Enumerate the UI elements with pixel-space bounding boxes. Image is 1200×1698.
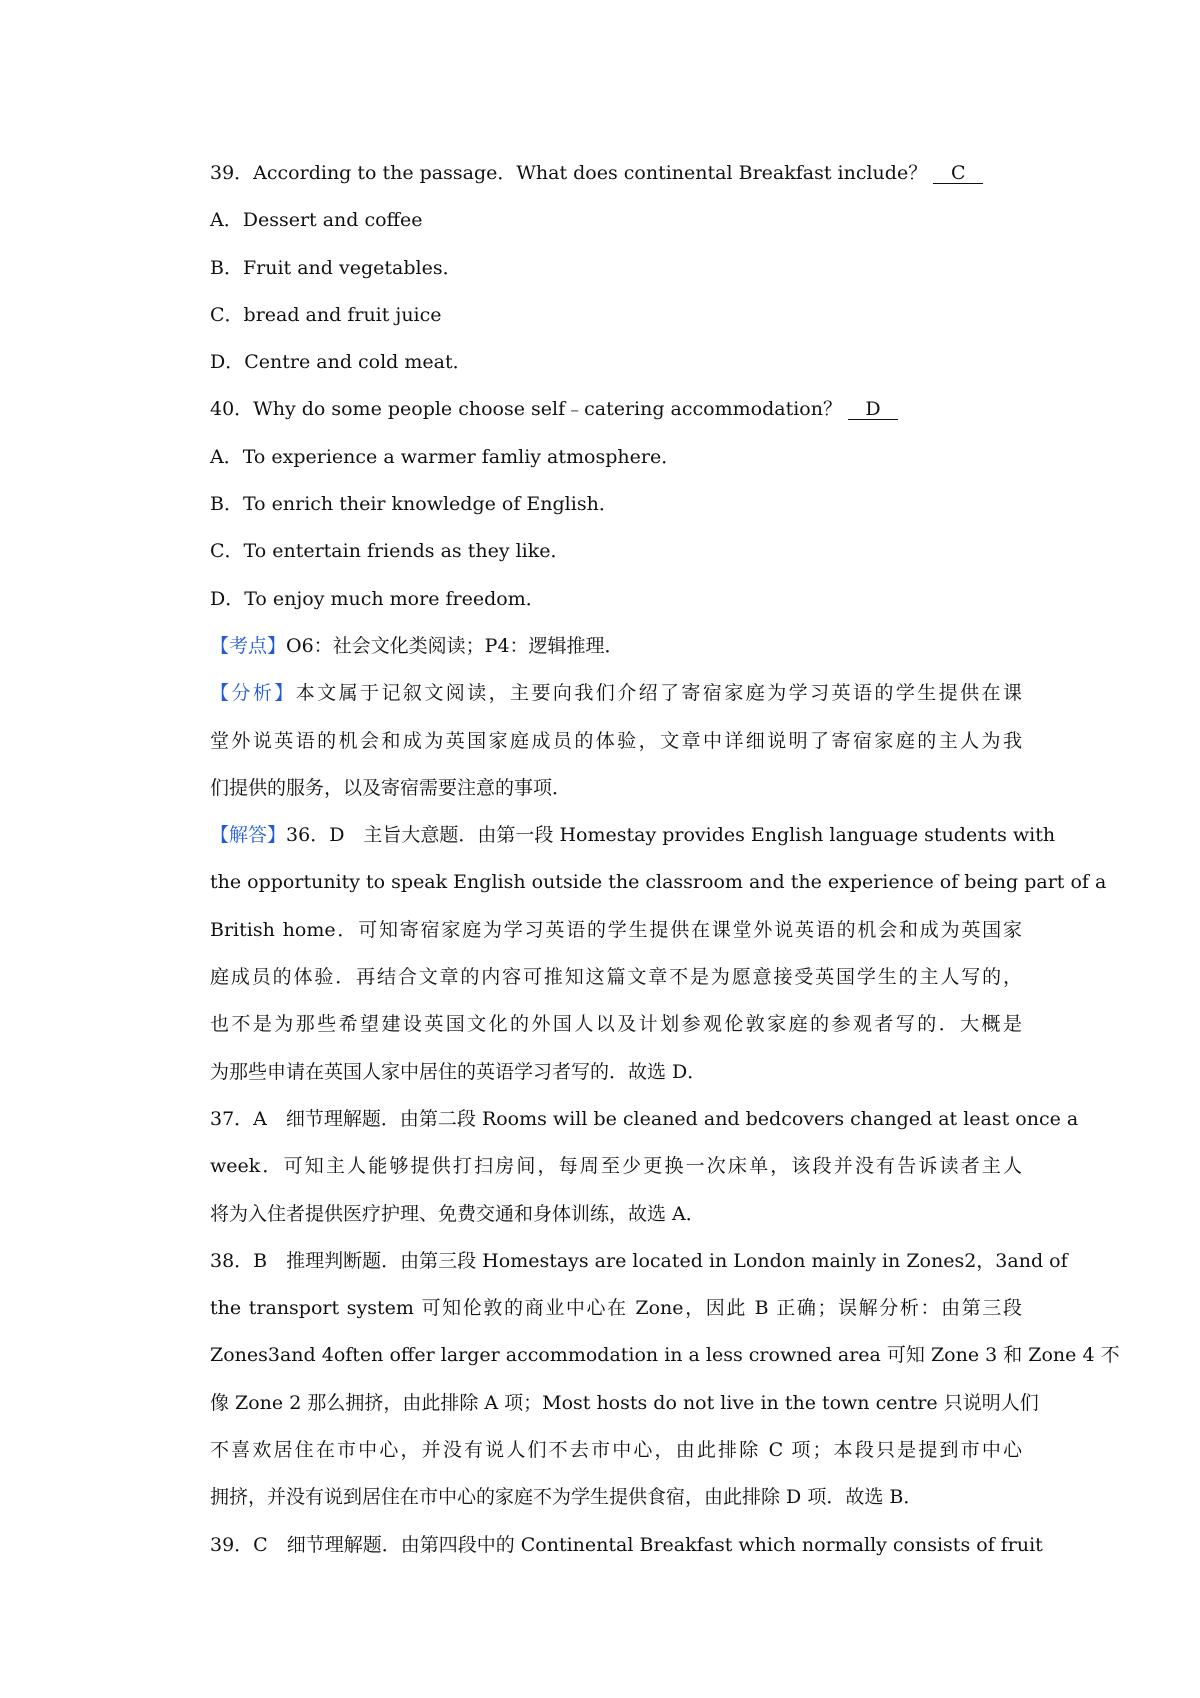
q39-option-a: A．Dessert and coffee xyxy=(210,209,423,232)
kaodian-text: O6：社会文化类阅读；P4：逻辑推理． xyxy=(286,634,624,657)
question-39 xyxy=(210,150,1022,197)
jieda-line-15: 拥挤，并没有说到居住在市中心的家庭不为学生提供食宿，由此排除 D 项．故选 B． xyxy=(210,1486,923,1509)
jieda-line-12: Zones3and 4often offer larger accommodation in a less crowned area 可知 Zone 3 和 Zone 4 不 xyxy=(210,1344,1120,1367)
kaodian-section xyxy=(210,623,1022,670)
q40-option-a: A．To experience a warmer famliy atmosphere． xyxy=(210,445,681,468)
jieda-line-1 xyxy=(210,812,1056,859)
jieda-line-5: 也不是为那些希望建设英国文化的外国人以及计划参观伦敦家庭的参观者写的．大概是 xyxy=(210,1013,1022,1036)
jieda-tag: 【解答】 xyxy=(210,824,287,847)
q39-option-b: B．Fruit and vegetables． xyxy=(210,256,462,279)
jieda-line-9: 将为入住者提供医疗护理、免费交通和身体训练，故选 A． xyxy=(210,1202,705,1225)
q40-option-c: C．To entertain friends as they like． xyxy=(210,540,570,563)
question-40-answer: D xyxy=(848,399,898,420)
document-body xyxy=(210,150,1120,1569)
fenxi-text-1: 本文属于记叙文阅读，主要向我们介绍了寄宿家庭为学习英语的学生提供在课 xyxy=(295,682,1022,705)
fenxi-line-1 xyxy=(210,670,1022,717)
question-40 xyxy=(210,386,1022,433)
jieda-line-14: 不喜欢居住在市中心，并没有说人们不去市中心，由此排除 C 项；本段只是提到市中心 xyxy=(210,1439,1022,1462)
jieda-line-11: the transport system 可知伦敦的商业中心在 Zone，因此 B 正确；误解分析：由第三段 xyxy=(210,1297,1022,1320)
jieda-line-7: 37．A 细节理解题．由第二段 Rooms will be cleaned and bedcovers changed at least once a xyxy=(210,1107,1079,1130)
question-39-stem: 39．According to the passage．What does continental Breakfast include？ xyxy=(210,162,928,184)
question-39-answer: C xyxy=(933,163,983,184)
jieda-line-6: 为那些申请在英国人家中居住的英语学习者写的．故选 D． xyxy=(210,1060,707,1083)
fenxi-line-3: 们提供的服务，以及寄宿需要注意的事项． xyxy=(210,776,572,799)
fenxi-line-2: 堂外说英语的机会和成为英国家庭成员的体验，文章中详细说明了寄宿家庭的主人为我 xyxy=(210,729,1022,752)
jieda-line-4: 庭成员的体验．再结合文章的内容可推知这篇文章不是为愿意接受英国学生的主人写的， xyxy=(210,966,1022,989)
jieda-line-13: 像 Zone 2 那么拥挤，由此排除 A 项；Most hosts do not live in the town centre 只说明人们 xyxy=(210,1391,1039,1414)
q39-option-c: C．bread and fruit juice xyxy=(210,303,442,326)
jieda-line-2: the opportunity to speak English outside the classroom and the experience of being part of a xyxy=(210,871,1107,894)
jieda-line-10: 38．B 推理判断题．由第三段 Homestays are located in London mainly in Zones2，3and of xyxy=(210,1249,1068,1272)
q39-option-d: D．Centre and cold meat． xyxy=(210,351,472,374)
jieda-text-1: 36．D 主旨大意题．由第一段 Homestay provides English language students with xyxy=(286,824,1056,847)
question-40-stem: 40．Why do some people choose self﹣catering accommodation？ xyxy=(210,398,842,421)
jieda-line-3: British home．可知寄宿家庭为学习英语的学生提供在课堂外说英语的机会和成为英国家 xyxy=(210,918,1022,941)
fenxi-tag: 【分析】 xyxy=(210,682,296,705)
q40-option-d: D．To enjoy much more freedom． xyxy=(210,587,545,610)
q40-option-b: B．To enrich their knowledge of English． xyxy=(210,493,618,516)
kaodian-tag: 【考点】 xyxy=(210,634,287,657)
jieda-line-16: 39．C 细节理解题．由第四段中的 Continental Breakfast which normally consists of fruit xyxy=(210,1533,1043,1556)
jieda-line-8: week．可知主人能够提供打扫房间，每周至少更换一次床单，该段并没有告诉读者主人 xyxy=(210,1155,1022,1178)
